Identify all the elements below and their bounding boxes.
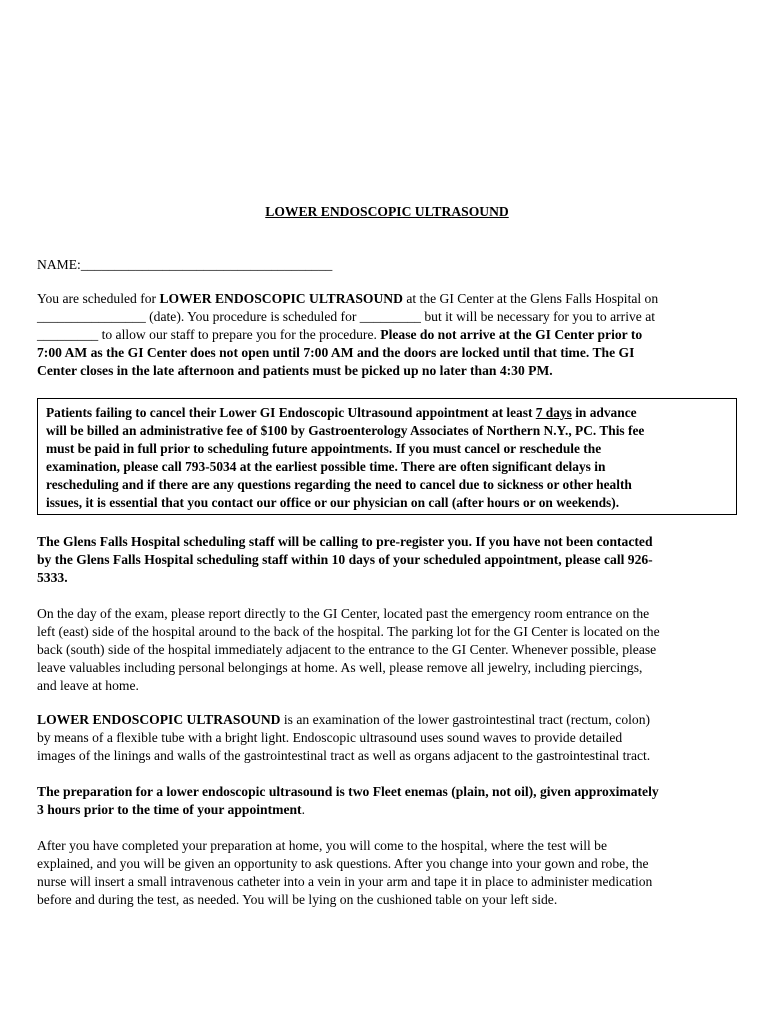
after-line-3: nurse will insert a small intravenous catheter into a vein in your arm and tape it in place to administer medication [37,874,653,889]
policy-line-6: issues, it is essential that you contact our office or our physician on call (after hours or on weekends). [46,495,620,510]
cancellation-policy-box [37,398,737,515]
schedule-paragraph [37,290,737,380]
arrival-warning-bold: Please do not arrive at the GI Center prior to [380,327,643,342]
directions-line-2: left (east) side of the hospital around to the back of the hospital. The parking lot for the GI Center is located on the [37,624,660,639]
policy-text-2: in advance [571,405,637,420]
directions-line-1: On the day of the exam, please report directly to the GI Center, located past the emergency room entrance on the [37,606,650,621]
directions-line-4: leave valuables including personal belongings at home. As well, please remove all jewelry, including piercings, [37,660,643,675]
description-line-2: by means of a flexible tube with a bright light. Endoscopic ultrasound uses sound waves to provide detailed [37,730,623,745]
preparation-line-1: The preparation for a lower endoscopic ultrasound is two Fleet enemas (plain, not oil), given approximately [37,784,659,799]
preparation-line-2 [37,801,737,819]
after-line-4: before and during the test, as needed. You will be lying on the cushioned table on your left side. [37,892,558,907]
preregister-line-3: 5333. [37,570,68,585]
description-text-1: is an examination of the lower gastrointestinal tract (rectum, colon) [280,712,651,727]
policy-text-1: Patients failing to cancel their Lower GI Endoscopic Ultrasound appointment at least [46,405,536,420]
arrival-directions-paragraph [37,605,737,695]
preparation-text-2: 3 hours prior to the time of your appointment [37,802,302,817]
procedure-name-bold: LOWER ENDOSCOPIC ULTRASOUND [159,291,403,306]
policy-line-1 [46,404,736,422]
directions-line-3: back (south) side of the hospital immediately adjacent to the entrance to the GI Center. Whenever possible, please [37,642,657,657]
preparation-paragraph [37,783,737,819]
preregister-line-1: The Glens Falls Hospital scheduling staff will be calling to pre-register you. If you have not been contacted [37,534,653,549]
schedule-text-3: _________ to allow our staff to prepare you for the procedure. [37,327,381,342]
preregister-line-2: by the Glens Falls Hospital scheduling staff within 10 days of your scheduled appointment, please call 926- [37,552,653,567]
procedure-description-paragraph [37,711,737,765]
name-label: NAME: [37,257,81,272]
name-field-line [37,256,332,274]
procedure-name-bold-2: LOWER ENDOSCOPIC ULTRASOUND [37,712,281,727]
schedule-text-1: You are scheduled for [37,291,160,306]
schedule-line-3 [37,326,737,344]
schedule-line-2: ________________ (date). You procedure is scheduled for _________ but it will be necessary for you to arrive at [37,309,656,324]
after-line-2: explained, and you will be given an opportunity to ask questions. After you change into your gown and robe, the [37,856,649,871]
policy-line-2: will be billed an administrative fee of $100 by Gastroenterology Associates of Northern N.Y., PC. This fee [46,423,645,438]
name-blank: _____________________________________ [80,257,333,272]
policy-days-underlined: 7 days [535,405,572,420]
page-title: LOWER ENDOSCOPIC ULTRASOUND [265,204,509,219]
after-arrival-paragraph [37,837,737,909]
schedule-text-2: at the GI Center at the Glens Falls Hospital on [402,291,659,306]
description-line-1 [37,711,737,729]
schedule-line-1 [37,290,737,308]
after-line-1: After you have completed your preparation at home, you will come to the hospital, where the test will be [37,838,608,853]
policy-line-5: rescheduling and if there are any questions regarding the need to cancel due to sickness or other health [46,477,632,492]
schedule-line-4: 7:00 AM as the GI Center does not open until 7:00 AM and the doors are locked until that time. The GI [37,345,635,360]
description-line-3: images of the linings and walls of the gastrointestinal tract as well as organs adjacent to the gastrointestinal tract. [37,748,651,763]
schedule-line-5: Center closes in the late afternoon and patients must be picked up no later than 4:30 PM. [37,363,553,378]
preparation-period: . [301,802,305,817]
policy-line-3: must be paid in full prior to scheduling future appointments. If you must cancel or reschedule the [46,441,602,456]
directions-line-5: and leave at home. [37,678,139,693]
preregister-paragraph [37,533,737,587]
policy-line-4: examination, please call 793-5034 at the earliest possible time. There are often significant delays in [46,459,606,474]
